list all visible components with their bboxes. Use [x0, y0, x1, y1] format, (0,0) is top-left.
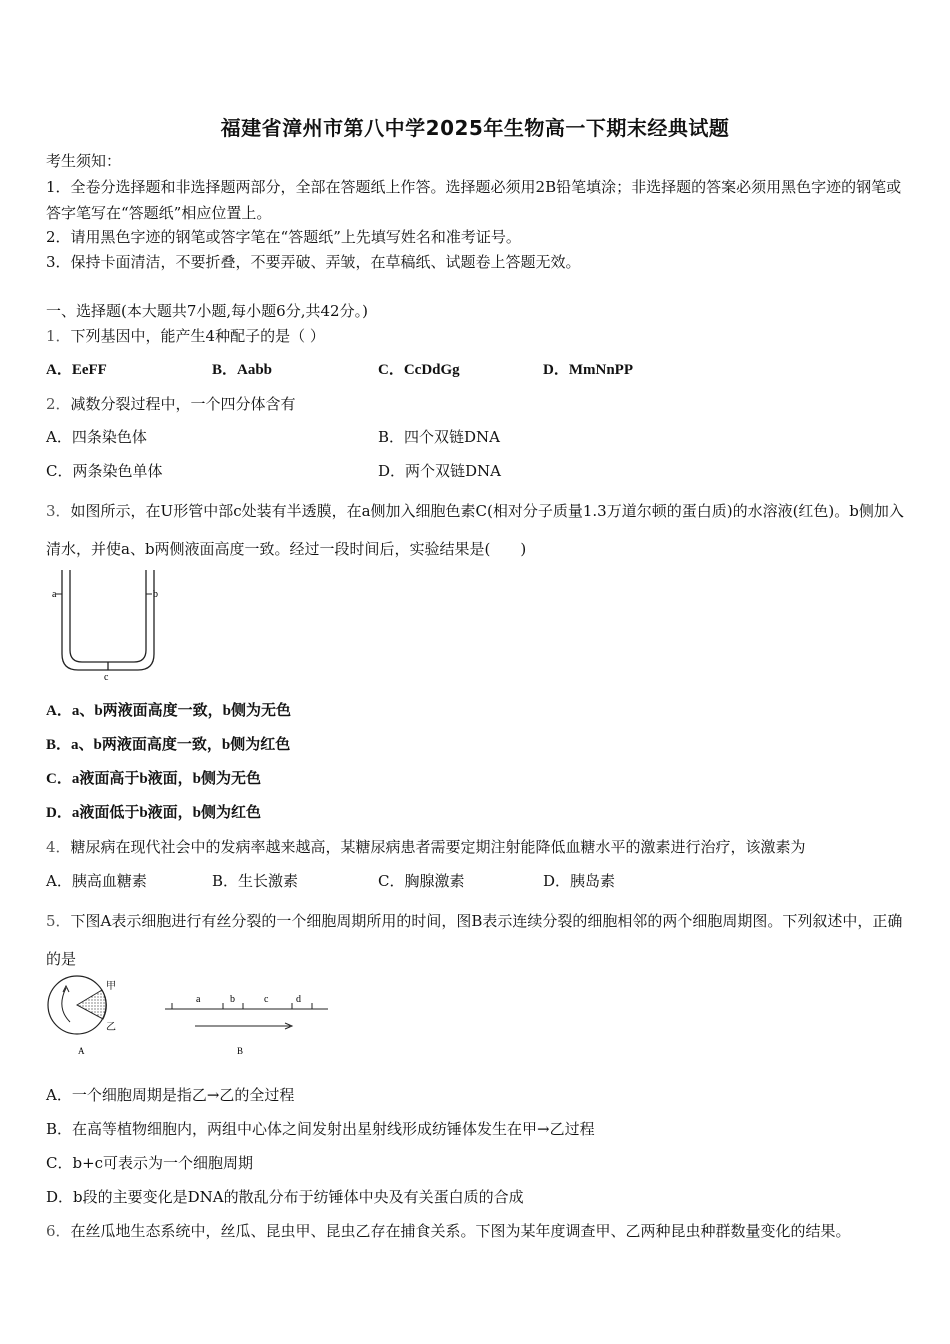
label-c: c [104, 672, 109, 681]
q1-option-a[interactable]: A．EeFF [46, 362, 107, 378]
question-3 [46, 492, 908, 568]
notice-item-3: 3．保持卡面清洁，不要折叠，不要弄破、弄皱，在草稿纸、试题卷上答题无效。 [46, 253, 581, 271]
q1-option-d[interactable]: D．MmNnPP [543, 362, 633, 378]
question-stem: 下列基因中，能产生4种配子的是（ ） [70, 327, 325, 345]
q3-option-b[interactable]: B．a、b两液面高度一致，b侧为红色 [46, 737, 291, 753]
q4-option-c[interactable]: C．胸腺激素 [378, 872, 465, 890]
question-stem: 减数分裂过程中，一个四分体含有 [70, 395, 296, 413]
segment-a: a [196, 994, 201, 1005]
cycle-arrow [62, 988, 70, 1022]
q1-option-b[interactable]: B．Aabb [212, 362, 273, 378]
question-number: 5． [46, 912, 71, 930]
notice-item-1: 1．全卷分选择题和非选择题两部分，全部在答题纸上作答。选择题必须用2B铅笔填涂；非选择题的答案必须用黑色字迹的钢笔或答字笔写在“答题纸”相应位置上。 [46, 178, 902, 222]
question-stem: 在丝瓜地生态系统中，丝瓜、昆虫甲、昆虫乙存在捕食关系。下图为某年度调查甲、乙两种昆虫种群数量变化的结果。 [70, 1222, 851, 1240]
question-4 [46, 836, 806, 858]
q4-option-b[interactable]: B．生长激素 [212, 872, 299, 890]
question-number: 4． [46, 838, 71, 856]
q5-option-a[interactable]: A．一个细胞周期是指乙→乙的全过程 [46, 1086, 295, 1104]
q2-option-b[interactable]: B．四个双链DNA [378, 428, 501, 446]
q5-option-d[interactable]: D．b段的主要变化是DNA的散乱分布于纺锤体中央及有关蛋白质的合成 [46, 1188, 524, 1206]
q4-option-a[interactable]: A．胰高血糖素 [46, 872, 147, 890]
label-jia: 甲 [106, 981, 116, 992]
q4-option-d[interactable]: D．胰岛素 [543, 872, 616, 890]
q5-option-c[interactable]: C．b+c可表示为一个细胞周期 [46, 1154, 254, 1172]
question-number: 2． [46, 395, 71, 413]
caption-a: A [78, 1046, 85, 1056]
q5-option-b[interactable]: B．在高等植物细胞内，两组中心体之间发射出星射线形成纺锤体发生在甲→乙过程 [46, 1120, 595, 1138]
label-a: a [52, 589, 57, 600]
question-stem: 糖尿病在现代社会中的发病率越来越高，某糖尿病患者需要定期注射能降低血糖水平的激素进行治疗，该激素为 [70, 838, 806, 856]
segment-c: c [264, 994, 269, 1005]
division-sector [77, 990, 106, 1019]
segment-b: b [230, 994, 235, 1005]
question-number: 6． [46, 1222, 71, 1240]
u-tube-figure [50, 566, 165, 681]
u-tube-inner [70, 570, 146, 662]
label-b: b [153, 589, 158, 600]
question-stem: 如图所示，在U形管中部c处装有半透膜，在a侧加入细胞色素C(相对分子质量1.3万道尔顿的蛋白质)的水溶液(红色)。b侧加入清水，并使a、b两侧液面高度一致。经过一段时间后，实验结果是( ) [46, 502, 904, 558]
question-2 [46, 393, 296, 415]
q3-option-c[interactable]: C．a液面高于b液面，b侧为无色 [46, 771, 262, 787]
u-tube-outer [62, 570, 154, 670]
page-title: 福建省漳州市第八中学2025年生物高一下期末经典试题 [220, 116, 730, 140]
q1-option-c[interactable]: C．CcDdGg [378, 362, 460, 378]
q3-option-a[interactable]: A．a、b两液面高度一致，b侧为无色 [46, 703, 292, 719]
q2-option-c[interactable]: C．两条染色单体 [46, 462, 163, 480]
question-number: 1． [46, 327, 71, 345]
notice-item-2: 2．请用黑色字迹的钢笔或答字笔在“答题纸”上先填写姓名和准考证号。 [46, 228, 521, 246]
section-heading: 一、选择题(本大题共7小题,每小题6分,共42分。) [46, 302, 368, 320]
question-number: 3． [46, 502, 71, 520]
q2-option-d[interactable]: D．两个双链DNA [378, 462, 502, 480]
notice-heading: 考生须知： [46, 152, 122, 170]
caption-b: B [237, 1046, 244, 1056]
question-6 [46, 1220, 851, 1242]
q2-option-a[interactable]: A．四条染色体 [46, 428, 147, 446]
question-1 [46, 325, 325, 347]
question-stem: 下图A表示细胞进行有丝分裂的一个细胞周期所用的时间，图B表示连续分裂的细胞相邻的两个细胞周期图。下列叙述中，正确的是 [46, 912, 903, 968]
q3-option-d[interactable]: D．a液面低于b液面，b侧为红色 [46, 805, 262, 821]
segment-d: d [296, 994, 301, 1005]
label-yi: 乙 [106, 1022, 116, 1033]
cell-cycle-figure [40, 972, 340, 1062]
question-5 [46, 902, 908, 978]
